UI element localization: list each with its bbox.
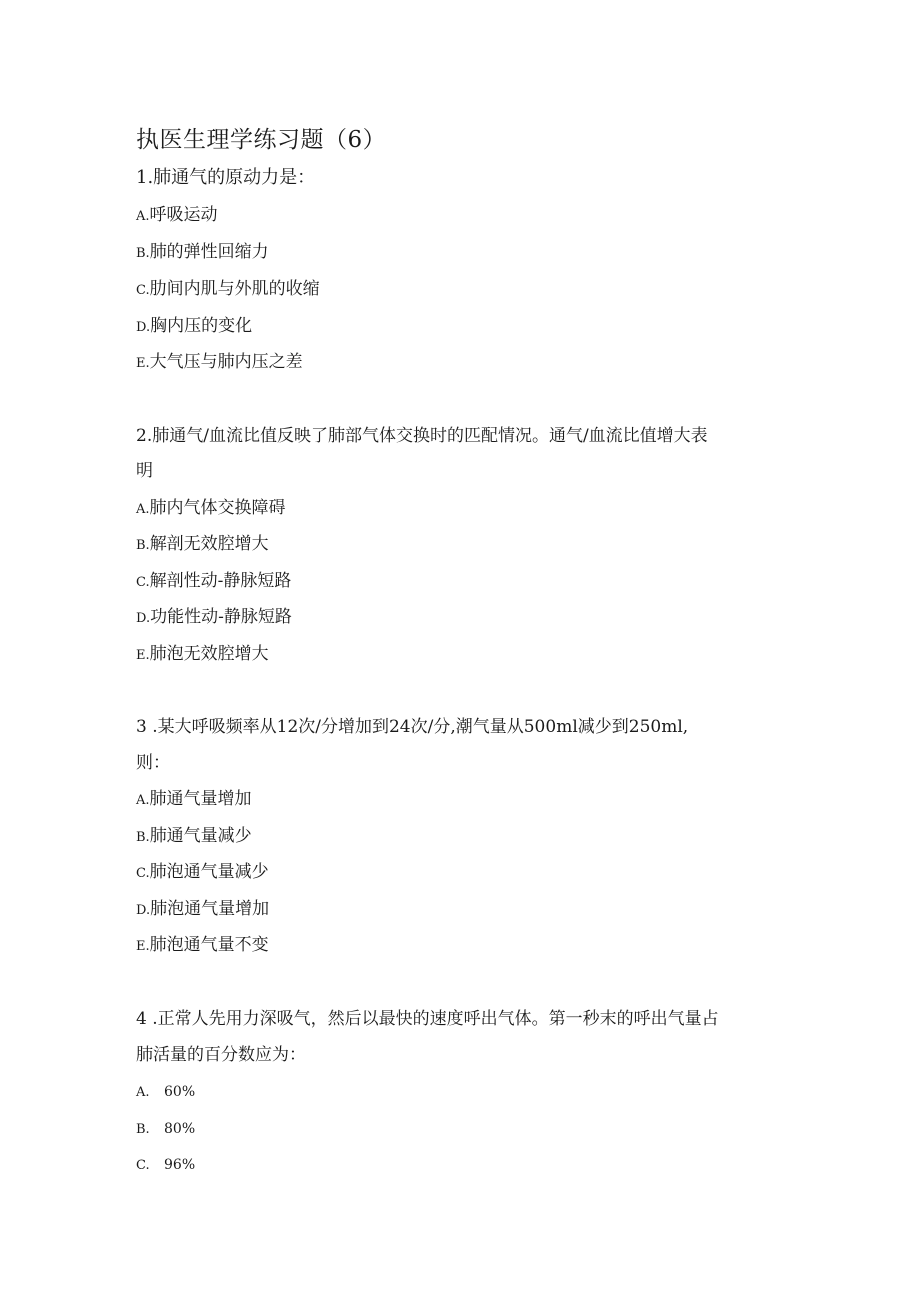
- question-4-option-a: [136, 1079, 195, 1105]
- question-2-option-d: [136, 605, 292, 631]
- option-letter: B.: [136, 1122, 150, 1137]
- option-text: 肺内气体交换障碍: [149, 498, 286, 518]
- question-4-option-c: [136, 1152, 195, 1178]
- question-3-option-a: [136, 787, 252, 813]
- option-letter: A.: [136, 502, 150, 517]
- question-1-stem: 1.肺通气的原动力是：: [136, 167, 316, 188]
- option-letter: B.: [136, 538, 150, 553]
- question-3-stem-line-2: 则：: [136, 753, 170, 773]
- option-letter: A.: [136, 1085, 150, 1100]
- option-text: 肺泡通气量减少: [149, 862, 269, 882]
- option-letter: E.: [136, 356, 150, 371]
- option-text: 胸内压的变化: [150, 316, 253, 336]
- question-4-stem-line-1: 4 .正常人先用力深吸气，然后以最快的速度呼出气体。第一秒末的呼出气量占: [136, 1009, 719, 1029]
- option-text: 96%: [164, 1157, 196, 1173]
- option-text: 肺通气量减少: [149, 826, 252, 846]
- option-text: 肺泡通气量增加: [150, 899, 270, 919]
- question-4-option-b: [136, 1116, 195, 1142]
- question-1-option-d: [136, 314, 252, 340]
- question-2-stem-line-2: 明: [136, 461, 153, 481]
- question-3-option-c: [136, 860, 269, 886]
- option-letter: C.: [136, 1158, 150, 1173]
- option-text: 肺泡通气量不变: [149, 935, 269, 955]
- option-letter: E.: [136, 939, 150, 954]
- document-title: 执医生理学练习题（6）: [136, 127, 387, 153]
- option-text: 肺泡无效腔增大: [149, 644, 269, 664]
- option-text: 解剖性动-静脉短路: [149, 571, 292, 591]
- option-text: 呼吸运动: [149, 205, 218, 225]
- option-letter: B.: [136, 246, 150, 261]
- question-3-stem-line-1: 3 .某大呼吸频率从12次/分增加到24次/分,潮气量从500ml减少到250ml,: [136, 717, 689, 737]
- option-text: 功能性动-静脉短路: [150, 607, 292, 627]
- question-3-option-b: [136, 824, 252, 850]
- question-4-stem-line-2: 肺活量的百分数应为：: [136, 1045, 306, 1065]
- option-letter: C.: [136, 283, 150, 298]
- question-2-option-b: [136, 532, 269, 558]
- option-text: 大气压与肺内压之差: [149, 352, 303, 372]
- question-3-option-e: [136, 933, 269, 959]
- option-letter: C.: [136, 575, 150, 590]
- option-letter: A.: [136, 209, 150, 224]
- question-1-option-a: [136, 203, 218, 229]
- option-text: 80%: [164, 1121, 196, 1137]
- question-2-option-c: [136, 569, 291, 595]
- option-text: 肺的弹性回缩力: [149, 242, 269, 262]
- question-1-option-b: [136, 240, 269, 266]
- option-letter: D.: [136, 320, 151, 335]
- option-letter: A.: [136, 793, 150, 808]
- option-letter: C.: [136, 866, 150, 881]
- question-1-option-c: [136, 277, 320, 303]
- question-3-option-d: [136, 897, 269, 923]
- option-text: 肺通气量增加: [149, 789, 252, 809]
- option-text: 解剖无效腔增大: [149, 534, 269, 554]
- option-letter: E.: [136, 648, 150, 663]
- option-letter: D.: [136, 903, 151, 918]
- question-2-stem-line-1: 2.肺通气/血流比值反映了肺部气体交换时的匹配情况。通气/血流比值增大表: [136, 426, 708, 446]
- question-2-option-a: [136, 496, 286, 522]
- option-text: 肋间内肌与外肌的收缩: [149, 279, 320, 299]
- question-2-option-e: [136, 642, 269, 668]
- option-letter: D.: [136, 611, 151, 626]
- question-1-option-e: [136, 350, 303, 376]
- option-text: 60%: [164, 1084, 196, 1100]
- option-letter: B.: [136, 830, 150, 845]
